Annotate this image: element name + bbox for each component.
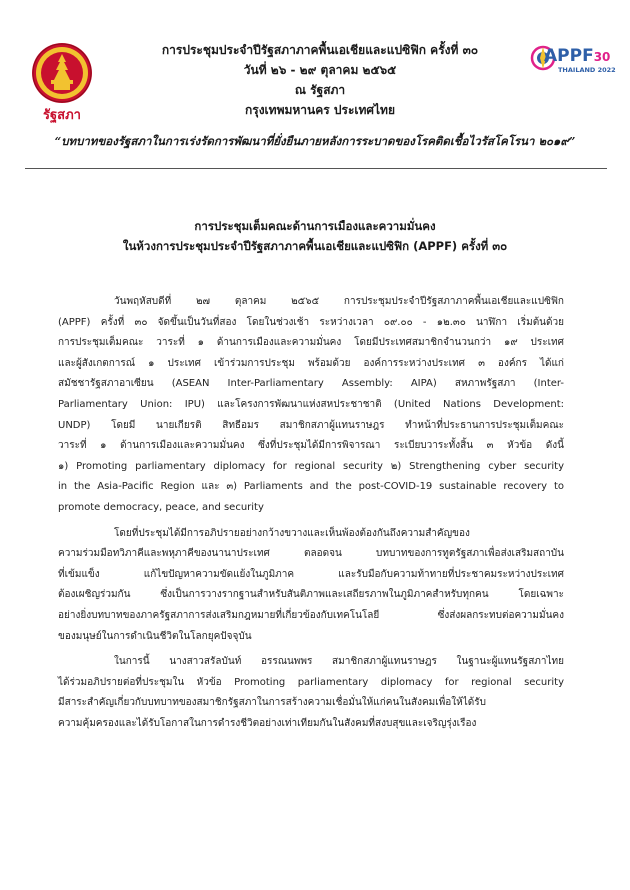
header-divider — [25, 168, 607, 169]
header-line-3: ณ รัฐสภา — [294, 83, 346, 97]
body-line: promote democracy, peace, and security — [58, 501, 264, 513]
body-line: UNDP) โดยมี นายเกียรติ สิทธีอมร สมาชิกสภาผู้แทนราษฎร ทำหน้าที่ประธานการประชุมเต็มคณะ — [58, 419, 564, 431]
body-line: การประชุมเต็มคณะ วาระที่ ๑ ด้านการเมืองและความมั่นคง โดยมีประเทศสมาชิกจำนวนกว่า ๑๙ ประเทศ — [58, 337, 564, 349]
parliament-emblem-icon — [27, 40, 97, 108]
body-line: สมัชชารัฐสภาอาเซียน (ASEAN Inter-Parliamentary Assembly: AIPA) สหภาพรัฐสภา (Inter- — [58, 378, 564, 390]
body-line: Parliamentary Union: IPU) และโครงการพัฒนาแห่งสหประชาชาติ (United Nations Development: — [58, 398, 564, 410]
appf-logo-number: 30 — [593, 50, 611, 64]
body-line: มีสาระสำคัญเกี่ยวกับบทบาทของสมาชิกรัฐสภาในการสร้างความเชื่อมั่นให้แก่คนในสังคมเพื่อให้ได้รับ — [58, 697, 487, 709]
document-header — [120, 40, 520, 120]
body-line: วันพฤหัสบดีที่ ๒๗ ตุลาคม ๒๕๖๕ การประชุมประจำปีรัฐสภาภาคพื้นเอเชียและแปซิฟิก — [114, 296, 564, 307]
header-line-4: กรุงเทพมหานคร ประเทศไทย — [244, 103, 396, 117]
body-line: ความร่วมมือทวิภาคีและพหุภาคีของนานาประเทศ ตลอดจน บทบาทของการทูตรัฐสภาเพื่อส่งเสริมสถาบัน — [58, 548, 564, 560]
body-line: ความคุ้มครองและได้รับโอกาสในการดำรงชีวิตอย่างเท่าเทียมกันในสังคมที่สงบสุขและเจริญรุ่งเรือง — [58, 717, 477, 729]
parliament-logo-text: รัฐสภา — [43, 108, 81, 123]
body-line: ๑) Promoting parliamentary diplomacy for regional security ๒) Strengthening cyber security — [58, 460, 564, 472]
body-line: และผู้สังเกตการณ์ ๑ ประเทศ เข้าร่วมการประชุม พร้อมด้วย องค์การระหว่างประเทศ ๓ องค์กร ได้แก่ — [58, 357, 564, 369]
body-line: (APPF) ครั้งที่ ๓๐ จัดขึ้นเป็นวันที่สอง โดยในช่วงเช้า ระหว่างเวลา ๐๙.๐๐ - ๑๒.๓๐ นาฬิกา เริ่มต้นด้วย — [58, 316, 564, 328]
body-line: ได้ร่วมอภิปรายต่อที่ประชุมใน หัวข้อ Promoting parliamentary diplomacy for regional security — [58, 676, 564, 688]
body-line: ของมนุษย์ในการดำเนินชีวิตในโลกยุคปัจจุบัน — [58, 630, 252, 642]
conference-theme: “บทบาทของรัฐสภาในการเร่งรัดการพัฒนาที่ยั่งยืนภายหลังการระบาดของโรคติดเชื้อไวรัสโคโรนา ๒๐๑๙” — [54, 134, 576, 148]
body-line: in the Asia-Pacific Region และ ๓) Parliaments and the post-COVID-19 sustainable recovery to — [58, 481, 564, 493]
body-line: วาระที่ ๑ ด้านการเมืองและความมั่นคง ซึ่งที่ประชุมได้มีการพิจารณา ระเบียบวาระทั้งสิ้น ๓ หัวข้อ ดังนี้ — [58, 440, 564, 452]
body-line: อย่างยิ่งบทบาทของภาครัฐสภาการส่งเสริมกฎหมายที่เกี่ยวข้องกับเทคโนโลยี ซึ่งส่งผลกระทบต่อความมั่นคง — [58, 609, 564, 621]
parliament-logo — [27, 40, 97, 130]
document-body — [58, 292, 564, 734]
appf-logo — [530, 40, 616, 90]
header-line-1: การประชุมประจำปีรัฐสภาภาคพื้นเอเชียและแปซิฟิก ครั้งที่ ๓๐ — [161, 43, 479, 57]
appf-logo-title — [544, 47, 610, 66]
document-title — [60, 216, 570, 256]
title-line-2: ในห้วงการประชุมประจำปีรัฐสภาภาคพื้นเอเชียและแปซิฟิก (APPF) ครั้งที่ ๓๐ — [122, 239, 508, 253]
body-line: ที่เข้มแข็ง แก้ไขปัญหาความขัดแย้งในภูมิภาค และรับมือกับความท้าทายที่ประชาคมระหว่างประเทศ — [58, 568, 564, 580]
appf-logo-subtitle: THAILAND 2022 — [558, 66, 616, 74]
header-line-2: วันที่ ๒๖ - ๒๙ ตุลาคม ๒๕๖๕ — [243, 63, 397, 77]
body-line: ต้องเผชิญร่วมกัน ซึ่งเป็นการวางรากฐานสำหรับสันติภาพและเสถียรภาพในภูมิภาคสำหรับทุกคน โดยเฉพาะ — [58, 589, 564, 601]
title-line-1: การประชุมเต็มคณะด้านการเมืองและความมั่นคง — [194, 219, 436, 233]
body-line: ในการนี้ นางสาวสรัลบันท์ อรรณนพพร สมาชิกสภาผู้แทนราษฎร ในฐานะผู้แทนรัฐสภาไทย — [114, 656, 564, 668]
body-line: โดยที่ประชุมได้มีการอภิปรายอย่างกว้างขวางและเห็นพ้องต้องกันถึงความสำคัญของ — [114, 527, 470, 539]
appf-logo-main: APPF — [544, 46, 594, 66]
